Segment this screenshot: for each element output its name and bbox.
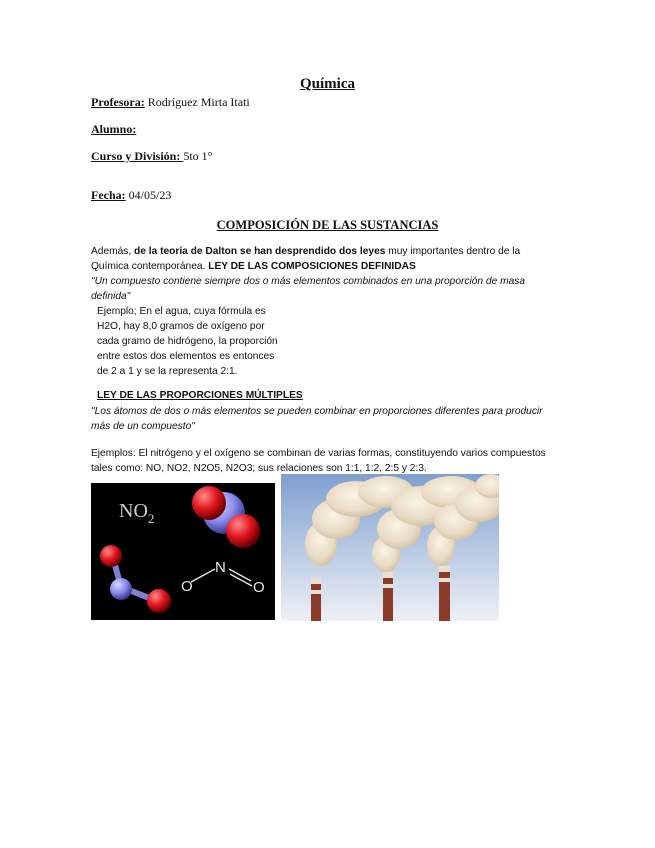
student-field xyxy=(91,122,136,137)
formula-main: NO xyxy=(119,500,148,522)
teacher-label: Profesora: xyxy=(91,95,145,109)
title-text: Química xyxy=(300,76,355,92)
course-label: Curso y División: xyxy=(91,149,184,163)
example1-paragraph xyxy=(97,304,357,379)
course-value: 5to 1° xyxy=(183,149,213,163)
no2-molecule-image xyxy=(91,483,275,620)
law2-quote: "Los átomos de dos o más elementos se pueden combinar en proporciones diferentes para producir más de un compuesto" xyxy=(91,406,543,432)
no2-molecule-drawing xyxy=(91,483,275,620)
page-title xyxy=(0,76,655,93)
intro-part2: muy importantes dentro de la Química contemporánea. xyxy=(91,246,521,272)
example1-line: de 2 a 1 y se la representa 2:1. xyxy=(97,366,238,377)
example1-line: Ejemplo; En el agua, cuya fórmula es xyxy=(97,306,266,317)
intro-paragraph xyxy=(91,244,551,274)
example1-line: entre estos dos elementos es entonces xyxy=(97,351,275,362)
intro-bold: de la teoría de Dalton se han desprendido dos leyes xyxy=(134,246,386,257)
chimneys-drawing xyxy=(281,474,499,621)
course-field xyxy=(91,149,212,164)
atom-o-left: O xyxy=(181,578,193,595)
law1-quote: "Un compuesto contiene siempre dos o más elementos combinados en una proporción de masa definida" xyxy=(91,276,525,302)
date-label: Fecha: xyxy=(91,188,126,202)
atom-n: N xyxy=(215,559,226,576)
teacher-field xyxy=(91,95,250,110)
law1-title: LEY DE LAS COMPOSICIONES DEFINIDAS xyxy=(208,261,416,272)
example1-line: cada gramo de hidrógeno, la proporción xyxy=(97,336,278,347)
example2-paragraph: Ejemplos: El nitrógeno y el oxígeno se combinan de varias formas, constituyendo varios compuestos tales como: NO, NO2, N2O5, N2O3; sus relaciones son 1:1, 1:2, 2:5 y 2:3. xyxy=(91,448,546,474)
atom-o-right: O xyxy=(253,579,265,596)
law2-title: LEY DE LAS PROPORCIONES MÚLTIPLES xyxy=(97,390,303,401)
svg-text:NO2 xyxy=(119,500,154,526)
example1-line: H2O, hay 8,0 gramos de oxígeno por xyxy=(97,321,265,332)
formula-sub: 2 xyxy=(147,511,155,526)
section-title: COMPOSICIÓN DE LAS SUSTANCIAS xyxy=(216,218,439,232)
intro-part1: Además, xyxy=(91,246,135,257)
chimneys-photo xyxy=(281,474,499,621)
teacher-value: Rodríguez Mirta Itati xyxy=(144,95,250,109)
student-label: Alumno: xyxy=(91,122,137,136)
date-field xyxy=(91,188,171,203)
date-value: 04/05/23 xyxy=(125,188,172,202)
